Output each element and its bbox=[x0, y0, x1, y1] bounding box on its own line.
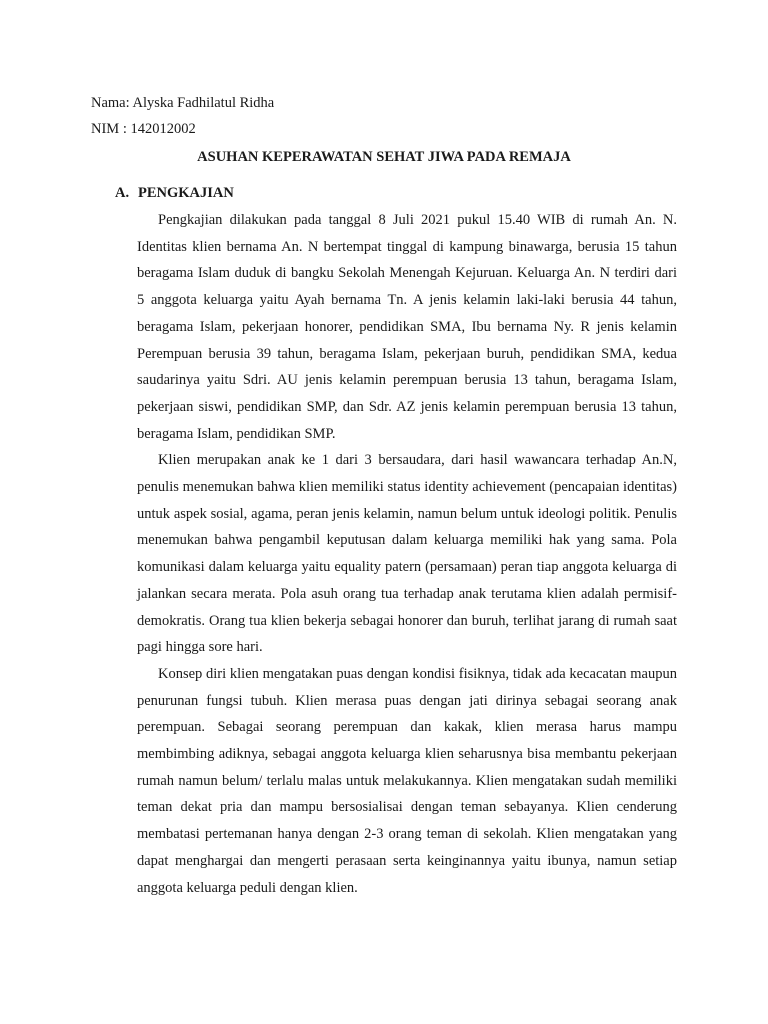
section-heading-text: PENGKAJIAN bbox=[138, 185, 234, 201]
document-title: ASUHAN KEPERAWATAN SEHAT JIWA PADA REMAJA bbox=[197, 149, 571, 165]
paragraph-keluarga: Klien merupakan anak ke 1 dari 3 bersaudara, dari hasil wawancara terhadap An.N, penulis menemukan bahwa klien memiliki status identity achievement (pencapaian identitas) untuk aspek sosial, agama, peran jenis kelamin, namun belum untuk ideologi politik. Penulis menemukan bahwa pengambil keputusan dalam keluarga memiliki hak yang sama. Pola komunikasi dalam keluarga yaitu equality patern (persamaan) peran tiap anggota keluarga di jalankan secara merata. Pola asuh orang tua terhadap anak terutama klien adalah permisif-demokratis. Orang tua klien bekerja sebagai honorer dan buruh, terlihat jarang di rumah saat pagi hingga sore hari. bbox=[137, 452, 677, 656]
paragraph-konsep-diri: Konsep diri klien mengatakan puas dengan kondisi fisiknya, tidak ada kecacatan maupun penurunan fungsi tubuh. Klien merasa puas dengan jati dirinya sebagai seorang anak perempuan. Sebagai seorang perempuan dan kakak, klien merasa harus mampu membimbing adiknya, sebagai anggota keluarga klien seharusnya bisa membantu pekerjaan rumah namun belum/ terlalu malas untuk melakukannya. Klien mengatakan sudah memiliki teman dekat pria dan mampu bersosialisai dengan teman sebayanya. Klien cenderung membatasi pertemanan hanya dengan 2-3 orang teman di sekolah. Klien mengatakan yang dapat menghargai dan mengerti perasaan serta keinginannya yaitu ibunya, namun setiap anggota keluarga peduli dengan klien. bbox=[137, 665, 677, 896]
section-heading bbox=[115, 183, 234, 203]
student-name-line: Nama: Alyska Fadhilatul Ridha bbox=[91, 95, 275, 111]
section-marker: A. bbox=[115, 185, 130, 201]
section-body bbox=[137, 207, 677, 901]
paragraph-identitas: Pengkajian dilakukan pada tanggal 8 Juli 2021 pukul 15.40 WIB di rumah An. N. Identitas klien bernama An. N bertempat tinggal di kampung binawarga, berusia 15 tahun beragama Islam duduk di bangku Sekolah Menengah Kejuruan. Keluarga An. N terdiri dari 5 anggota keluarga yaitu Ayah bernama Tn. A jenis kelamin laki-laki berusia 44 tahun, beragama Islam, pekerjaan honorer, pendidikan SMA, Ibu bernama Ny. R jenis kelamin Perempuan berusia 39 tahun, beragama Islam, pekerjaan buruh, pendidikan SMA, kedua saudarinya yaitu Sdri. AU jenis kelamin perempuan berusia 13 tahun, beragama Islam, pekerjaan siswi, pendidikan SMP, dan Sdr. AZ jenis kelamin perempuan berusia 13 tahun, beragama Islam, pendidikan SMP. bbox=[137, 212, 677, 442]
student-nim-line: NIM : 142012002 bbox=[91, 121, 196, 137]
